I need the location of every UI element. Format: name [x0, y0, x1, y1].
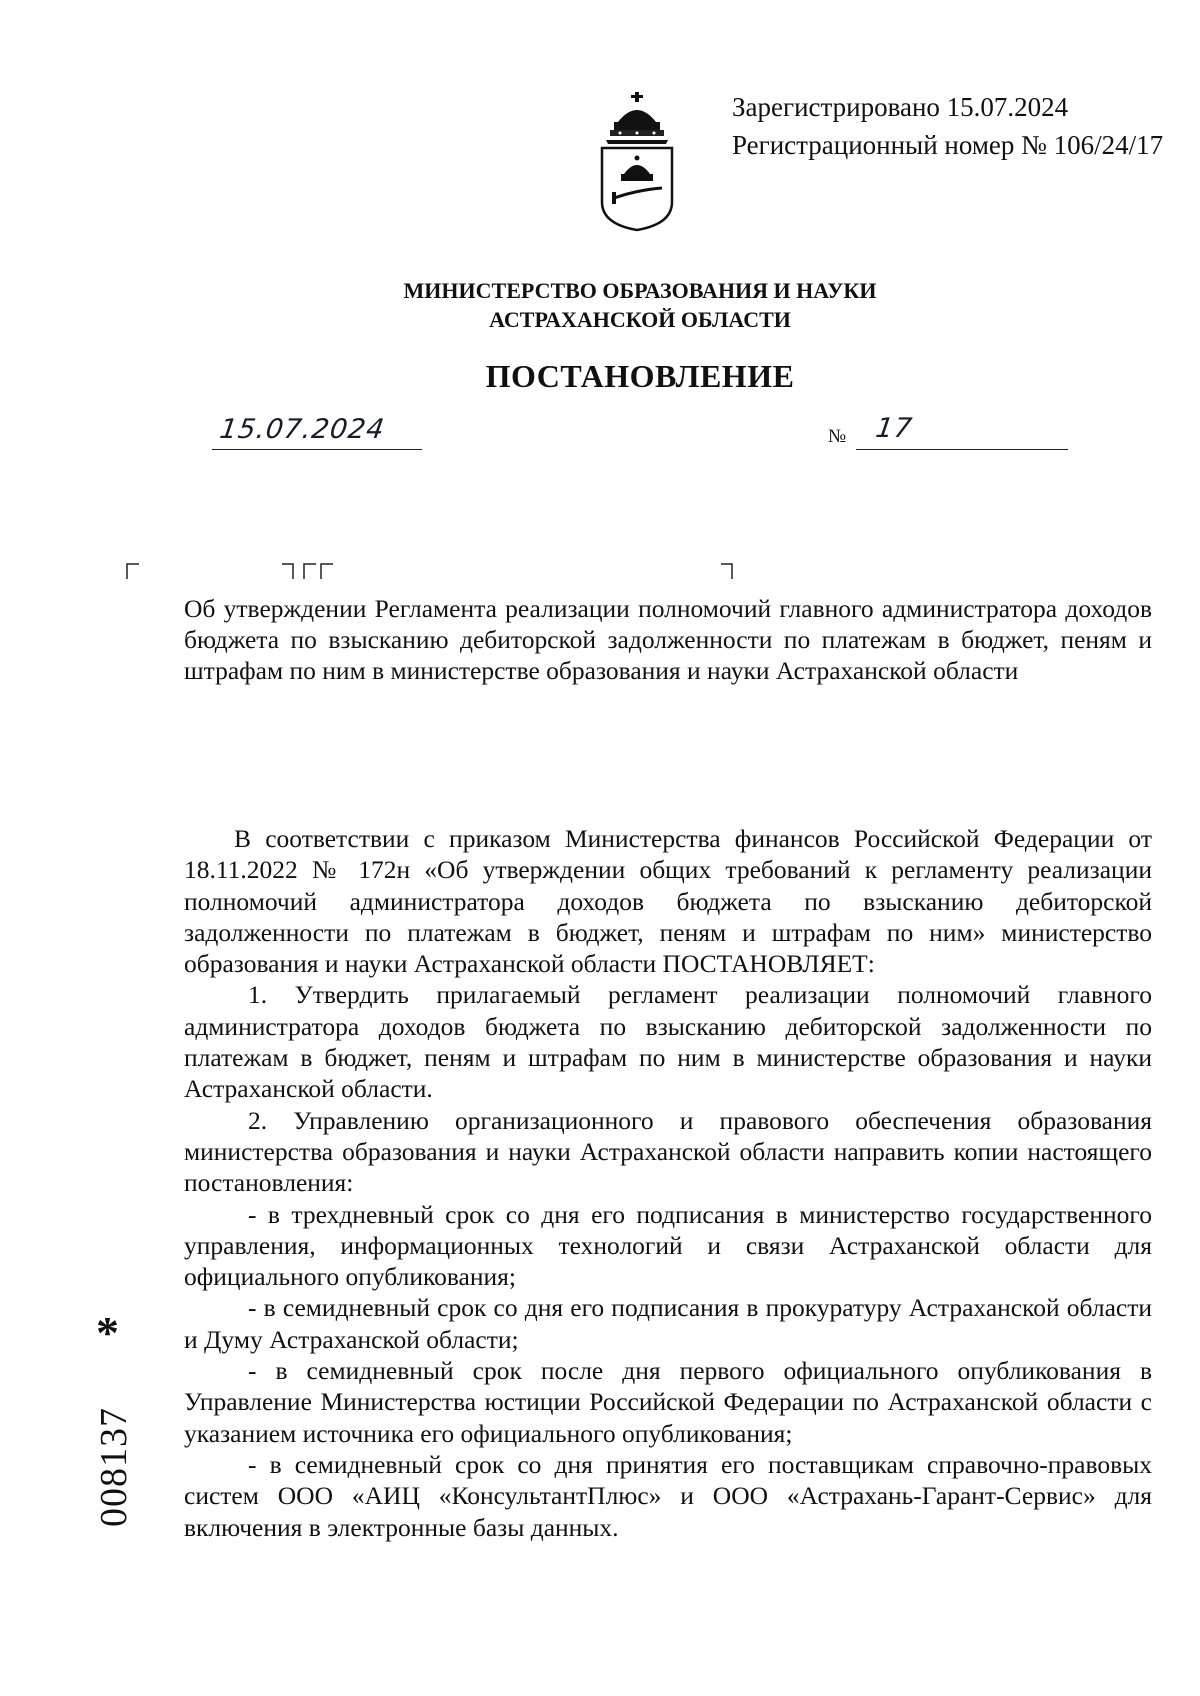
sub-item-1-paragraph: - в трехдневный срок со дня его подписания в министерство государственного управления, информационных технологий и связи Астраханской области для официального опубликования; [184, 1199, 1152, 1292]
registration-date: Зарегистрировано 15.07.2024 [732, 92, 1069, 122]
item-2-paragraph: 2. Управлению организационного и правового обеспечения образования министерства образования и науки Астраханской области направить копии настоящего постановления: [184, 1105, 1152, 1198]
registration-number: Регистрационный номер № 106/24/17 [732, 130, 1164, 160]
bracket-top-left-icon [320, 563, 334, 579]
organization-name [0, 276, 1200, 334]
bracket-top-left-icon [303, 563, 317, 579]
organization-name-line2: АСТРАХАНСКОЙ ОБЛАСТИ [489, 307, 791, 332]
bracket-top-right-icon [281, 563, 295, 579]
bracket-top-left-icon [126, 563, 140, 579]
asterisk-mark: * [96, 1307, 119, 1358]
registration-stamp [732, 88, 1163, 164]
handwritten-date: 15.07.2024 [217, 414, 387, 445]
bracket-top-right-icon [720, 563, 734, 579]
organization-name-line1: МИНИСТЕРСТВО ОБРАЗОВАНИЯ И НАУКИ [403, 278, 877, 303]
document-title: Об утверждении Регламента реализации полномочий главного администратора доходов бюджета по взысканию дебиторской задолженности по платежам в бюджет, пеням и штрафам по ним в министерстве образования и науки Астраханской области [184, 594, 1152, 685]
document-type-heading: ПОСТАНОВЛЕНИЕ [485, 358, 795, 394]
handwritten-number: 17 [873, 413, 915, 444]
astrakhan-coat-of-arms-icon [596, 92, 678, 232]
number-label: № [828, 426, 847, 447]
sub-item-3-paragraph: - в семидневный срок после дня первого официального опубликования в Управление Министерства юстиции Российской Федерации по Астраханской области с указанием источника его официального опубликования; [184, 1356, 1152, 1448]
preamble-paragraph: В соответствии с приказом Министерства финансов Российской Федерации от 18.11.2022 № 172н «Об утверждении общих требований к регламенту реализации полномочий администратора доходов бюджета по взысканию дебиторской задолженности по платежам в бюджет, пеням и штрафам по ним» министерство образования и науки Астраханской области ПОСТАНОВЛЯЕТ: [184, 824, 1152, 979]
side-stamp [92, 1357, 135, 1527]
item-1-paragraph: 1. Утвердить прилагаемый регламент реализации полномочий главного администратора доходов бюджета по взысканию дебиторской задолженности по платежам в бюджет, пеням и штрафам по ним в министерстве образования и науки Астраханской области. [184, 980, 1152, 1104]
document-body [184, 823, 1152, 1543]
side-stamp-number: 008137 [93, 1407, 135, 1527]
sub-item-2-paragraph: - в семидневный срок со дня его подписания в прокуратуру Астраханской области и Думу Астраханской области; [184, 1293, 1152, 1354]
sub-item-4-paragraph: - в семидневный срок со дня принятия его поставщикам справочно-правовых систем ООО «АИЦ «КонсультантПлюс» и ООО «Астрахань-Гарант-Сервис» для включения в электронные базы данных. [184, 1449, 1152, 1542]
